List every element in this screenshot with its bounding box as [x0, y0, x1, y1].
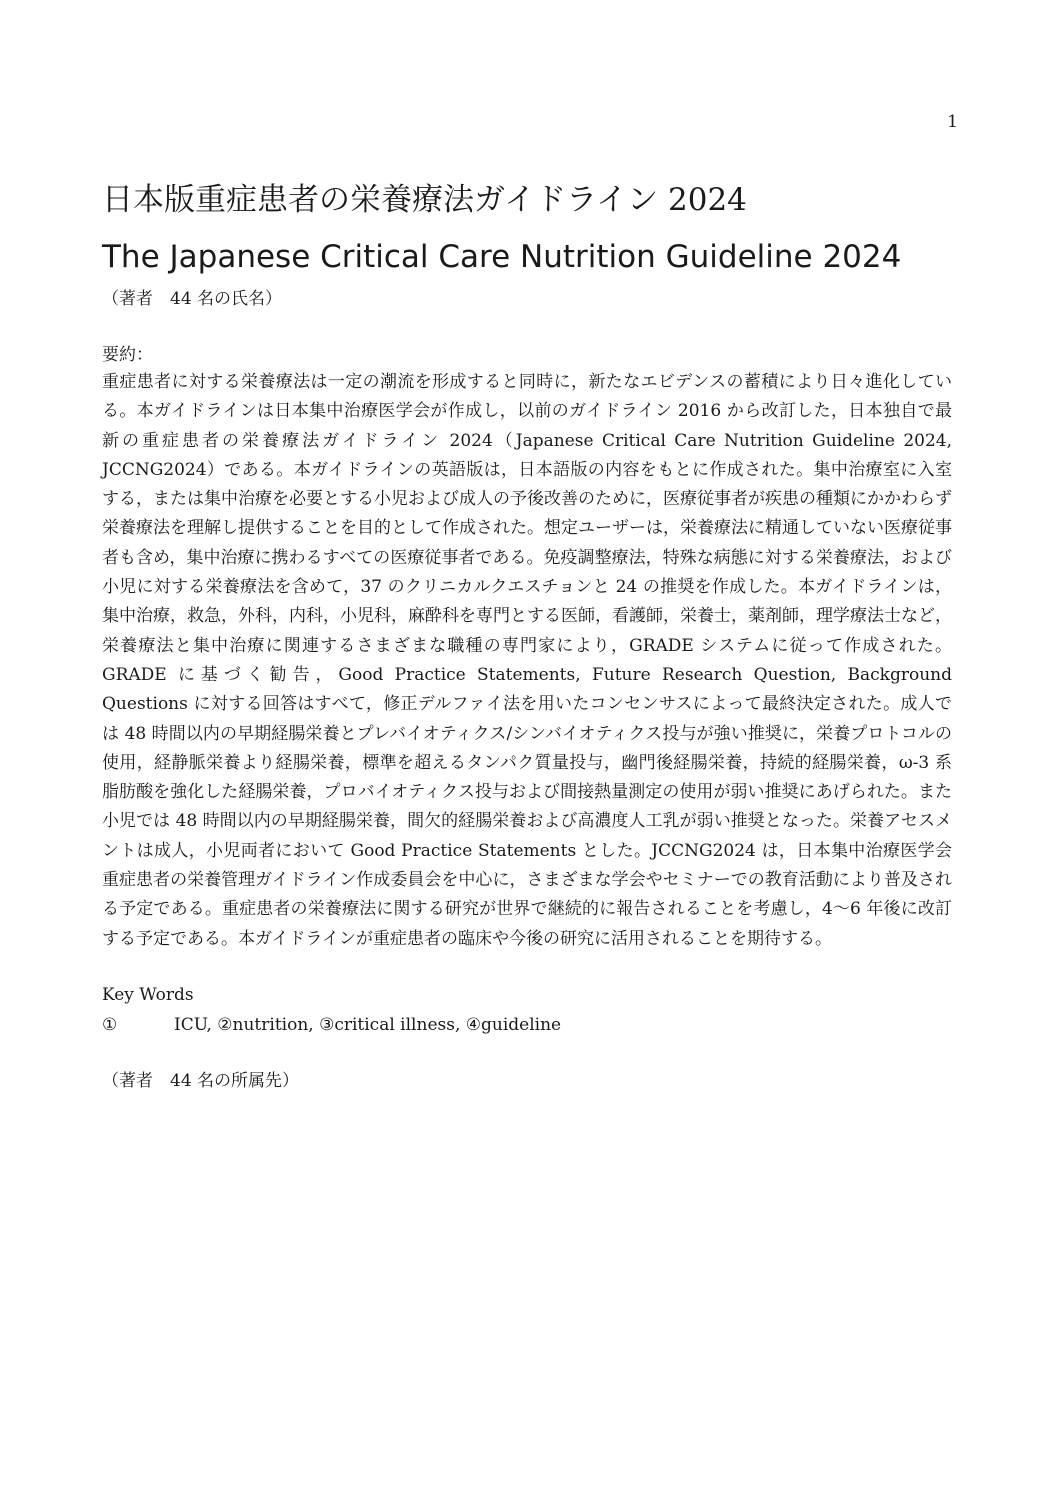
keyword-rest: ②nutrition, ③critical illness, ④guideline: [217, 1014, 562, 1035]
page-number: 1: [947, 112, 958, 132]
keywords-list: [102, 1010, 952, 1040]
authors-placeholder: （著者 44 名の氏名）: [102, 289, 283, 309]
keywords-heading: Key Words: [102, 984, 194, 1005]
abstract-heading: 要約：: [102, 345, 153, 365]
abstract-body: 重症患者に対する栄養療法は一定の潮流を形成すると同時に，新たなエビデンスの蓄積により日々進化している。本ガイドラインは日本集中治療医学会が作成し，以前のガイドライン 2016 から改訂した，日本独自で最新の重症患者の栄養療法ガイドライン 2024（Japanese Critical Care Nutrition Guideline 2024, JCCNG2024）である。本ガイドラインの英語版は，日本語版の内容をもとに作成された。集中治療室に入室する，または集中治療を必要とする小児および成人の予後改善のために，医療従事者が疾患の種類にかかわらず栄養療法を理解し提供することを目的として作成された。想定ユーザーは，栄養療法に精通していない医療従事者も含め，集中治療に携わるすべての医療従事者である。免疫調整療法，特殊な病態に対する栄養療法，および小児に対する栄養療法を含めて，37 のクリニカルクエスチョンと 24 の推奨を作成した。本ガイドラインは，集中治療，救急，外科，内科，小児科，麻酔科を専門とする医師，看護師，栄養士，薬剤師，理学療法士など，栄養療法と集中治療に関連するさまざまな職種の専門家により，GRADE システムに従って作成された。GRADE に基づく勧告，Good Practice Statements, Future Research Question, Background Questions に対する回答はすべて，修正デルファイ法を用いたコンセンサスによって最終決定された。成人では 48 時間以内の早期経腸栄養とプレバイオティクス/シンバイオティクス投与が強い推奨に，栄養プロトコルの使用，経静脈栄養より経腸栄養，標準を超えるタンパク質量投与，幽門後経腸栄養，持続的経腸栄養，ω-3 系脂肪酸を強化した経腸栄養，プロバイオティクス投与および間接熱量測定の使用が弱い推奨にあげられた。また小児では 48 時間以内の早期経腸栄養，間欠的経腸栄養および高濃度人工乳が弱い推奨となった。栄養アセスメントは成人，小児両者において Good Practice Statements とした。JCCNG2024 は，日本集中治療医学会重症患者の栄養管理ガイドライン作成委員会を中心に，さまざまな学会やセミナーでの教育活動により普及される予定である。重症患者の栄養療法に関する研究が世界で継続的に報告されることを考慮し，4〜6 年後に改訂する予定である。本ガイドラインが重症患者の臨床や今後の研究に活用されることを期待する。: [102, 372, 952, 949]
affiliations-placeholder: （著者 44 名の所属先）: [102, 1070, 300, 1091]
document-body: [102, 176, 952, 1096]
keyword-number-1: ①: [102, 1014, 118, 1035]
keyword-first-term: ICU,: [174, 1014, 218, 1035]
title-japanese: 日本版重症患者の栄養療法ガイドライン 2024: [102, 182, 747, 218]
title-english: The Japanese Critical Care Nutrition Guideline 2024: [102, 239, 902, 275]
